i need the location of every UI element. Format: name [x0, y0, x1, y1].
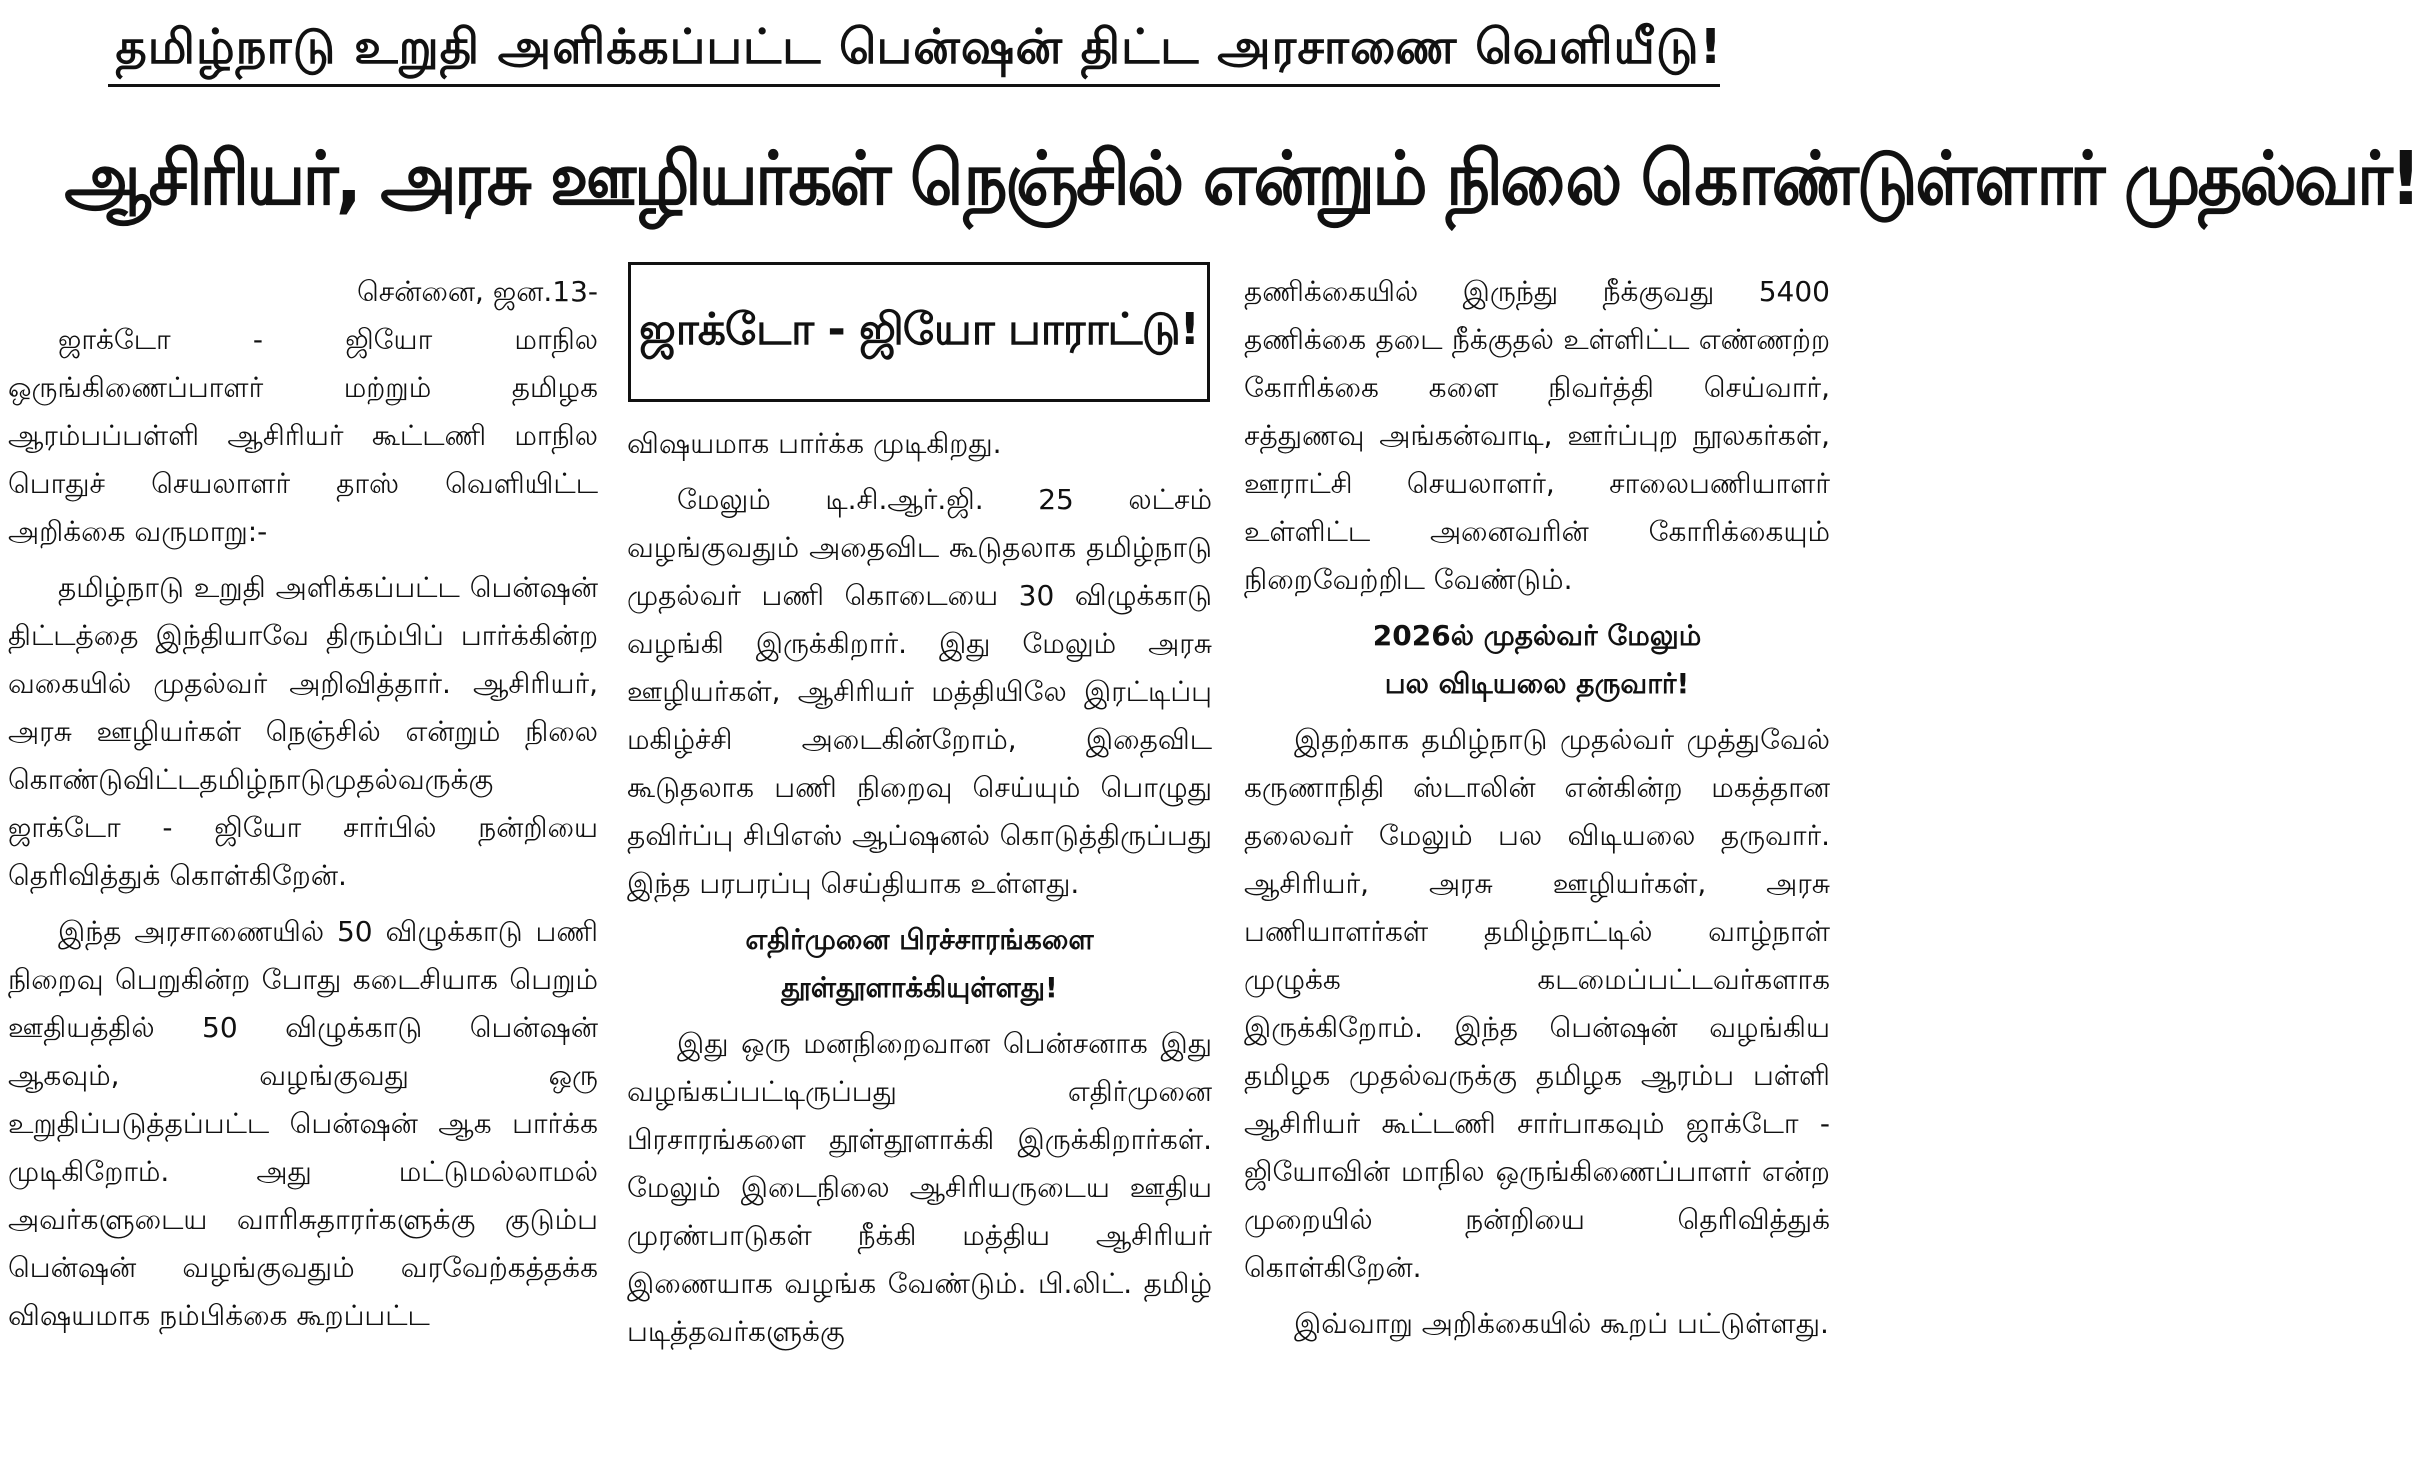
paragraph: தமிழ்நாடு உறுதி அளிக்கப்பட்ட பென்ஷன் திட்டத்தை இந்தியாவே திரும்பிப் பார்க்கின்ற வகையில் முதல்வர் அறிவித்தார். ஆசிரியர், அரசு ஊழியர்கள் நெஞ்சில் என்றும் நிலை கொண்டுவிட்டதமிழ்நாடுமுதல்வருக்கு ஜாக்டோ - ஜியோ சார்பில் நன்றியை தெரிவித்துக் கொள்கிறேன். [8, 571, 598, 892]
kicker-headline: தமிழ்நாடு உறுதி அளிக்கப்பட்ட பென்ஷன் திட்ட அரசாணை வெளியீடு! [115, 19, 1723, 75]
paragraph: மேலும் டி.சி.ஆர்.ஜி. 25 லட்சம் வழங்குவதும் அதைவிட கூடுதலாக தமிழ்நாடு முதல்வர் பணி கொடையை 30 விழுக்காடு வழங்கி இருக்கிறார். இது மேலும் அரசு ஊழியர்கள், ஆசிரியர் மத்தியிலே இரட்டிப்பு மகிழ்ச்சி அடைகின்றோம், இதைவிட கூடுதலாக பணி நிறைவு செய்யும் பொழுது தவிர்ப்பு சிபிஎஸ் ஆப்ஷனல் கொடுத்திருப்பது இந்த பரபரப்பு செய்தியாக உள்ளது. [627, 483, 1212, 900]
paragraph: இந்த அரசாணையில் 50 விழுக்காடு பணி நிறைவு பெறுகின்ற போது கடைசியாக பெறும் ஊதியத்தில் 50 விழுக்காடு பென்ஷன் ஆகவும், வழங்குவது ஒரு உறுதிப்படுத்தப்பட்ட பென்ஷன் ஆக பார்க்க முடிகிறோம். அது மட்டுமல்லாமல் அவர்களுடைய வாரிசுதாரர்களுக்கு குடும்ப பென்ஷன் வழங்குவதும் வரவேற்கத்தக்க விஷயமாக நம்பிக்கை கூறப்பட்ட [8, 915, 598, 1332]
article-column-2 [627, 420, 1212, 1364]
subheading-line: தூள்தூளாக்கியுள்ளது! [781, 971, 1058, 1004]
subheading-line: 2026ல் முதல்வர் மேலும் [1372, 619, 1702, 652]
dateline: சென்னை, ஜன.13- [356, 275, 598, 308]
paragraph: ஜாக்டோ - ஜியோ மாநில ஒருங்கிணைப்பாளர் மற்றும் தமிழக ஆரம்பப்பள்ளி ஆசிரியர் கூட்டணி மாநில பொதுச் செயலாளர் தாஸ் வெளியிட்ட அறிக்கை வருமாறு:- [8, 323, 598, 548]
paragraph: இவ்வாறு அறிக்கையில் கூறப் பட்டுள்ளது. [1294, 1307, 1829, 1340]
paragraph: தணிக்கையில் இருந்து நீக்குவது 5400 தணிக்கை தடை நீக்குதல் உள்ளிட்ட எண்ணற்ற கோரிக்கை களை நிவர்த்தி செய்வார், சத்துணவு அங்கன்வாடி, ஊர்ப்புற நூலகர்கள், ஊராட்சி செயலாளர், சாலைபணியாளர் உள்ளிட்ட அனைவரின் கோரிக்கையும் நிறைவேற்றிட வேண்டும். [1244, 275, 1830, 596]
subheading-line: பல விடியலை தருவார்! [1384, 667, 1690, 700]
paragraph: இதற்காக தமிழ்நாடு முதல்வர் முத்துவேல் கருணாநிதி ஸ்டாலின் என்கின்ற மகத்தான தலைவர் மேலும் பல விடியலை தருவார். ஆசிரியர், அரசு ஊழியர்கள், அரசு பணியாளர்கள் தமிழ்நாட்டில் வாழ்நாள் முழுக்க கடமைப்பட்டவர்களாக இருக்கிறோம். இந்த பென்ஷன் வழங்கிய தமிழக முதல்வருக்கு தமிழக ஆரம்ப பள்ளி ஆசிரியர் கூட்டணி சார்பாகவும் ஜாக்டோ - ஜியோவின் மாநில ஒருங்கிணைப்பாளர் என்ற முறையில் நன்றியை தெரிவித்துக் கொள்கிறேன். [1244, 723, 1830, 1284]
paragraph: விஷயமாக பார்க்க முடிகிறது. [627, 427, 1002, 460]
section-subheading [1244, 612, 1830, 708]
boxed-subtitle: ஜாக்டோ - ஜியோ பாராட்டு! [628, 262, 1210, 402]
subheading-line: எதிர்முனை பிரச்சாரங்களை [745, 923, 1094, 956]
section-subheading [627, 916, 1212, 1012]
article-column-1 [8, 268, 598, 1348]
article-column-3 [1244, 268, 1830, 1356]
paragraph: இது ஒரு மனநிறைவான பென்சனாக இது வழங்கப்பட்டிருப்பது எதிர்முனை பிரசாரங்களை தூள்தூளாக்கி இருக்கிறார்கள். மேலும் இடைநிலை ஆசிரியருடைய ஊதிய முரண்பாடுகள் நீக்கி மத்திய ஆசிரியர் இணையாக வழங்க வேண்டும். பி.லிட். தமிழ் படித்தவர்களுக்கு [627, 1027, 1212, 1348]
kicker-divider [108, 84, 1720, 87]
main-headline: ஆசிரியர், அரசு ஊழியர்கள் நெஞ்சில் என்றும் நிலை கொண்டுள்ளார் முதல்வர்! [64, 136, 2419, 222]
